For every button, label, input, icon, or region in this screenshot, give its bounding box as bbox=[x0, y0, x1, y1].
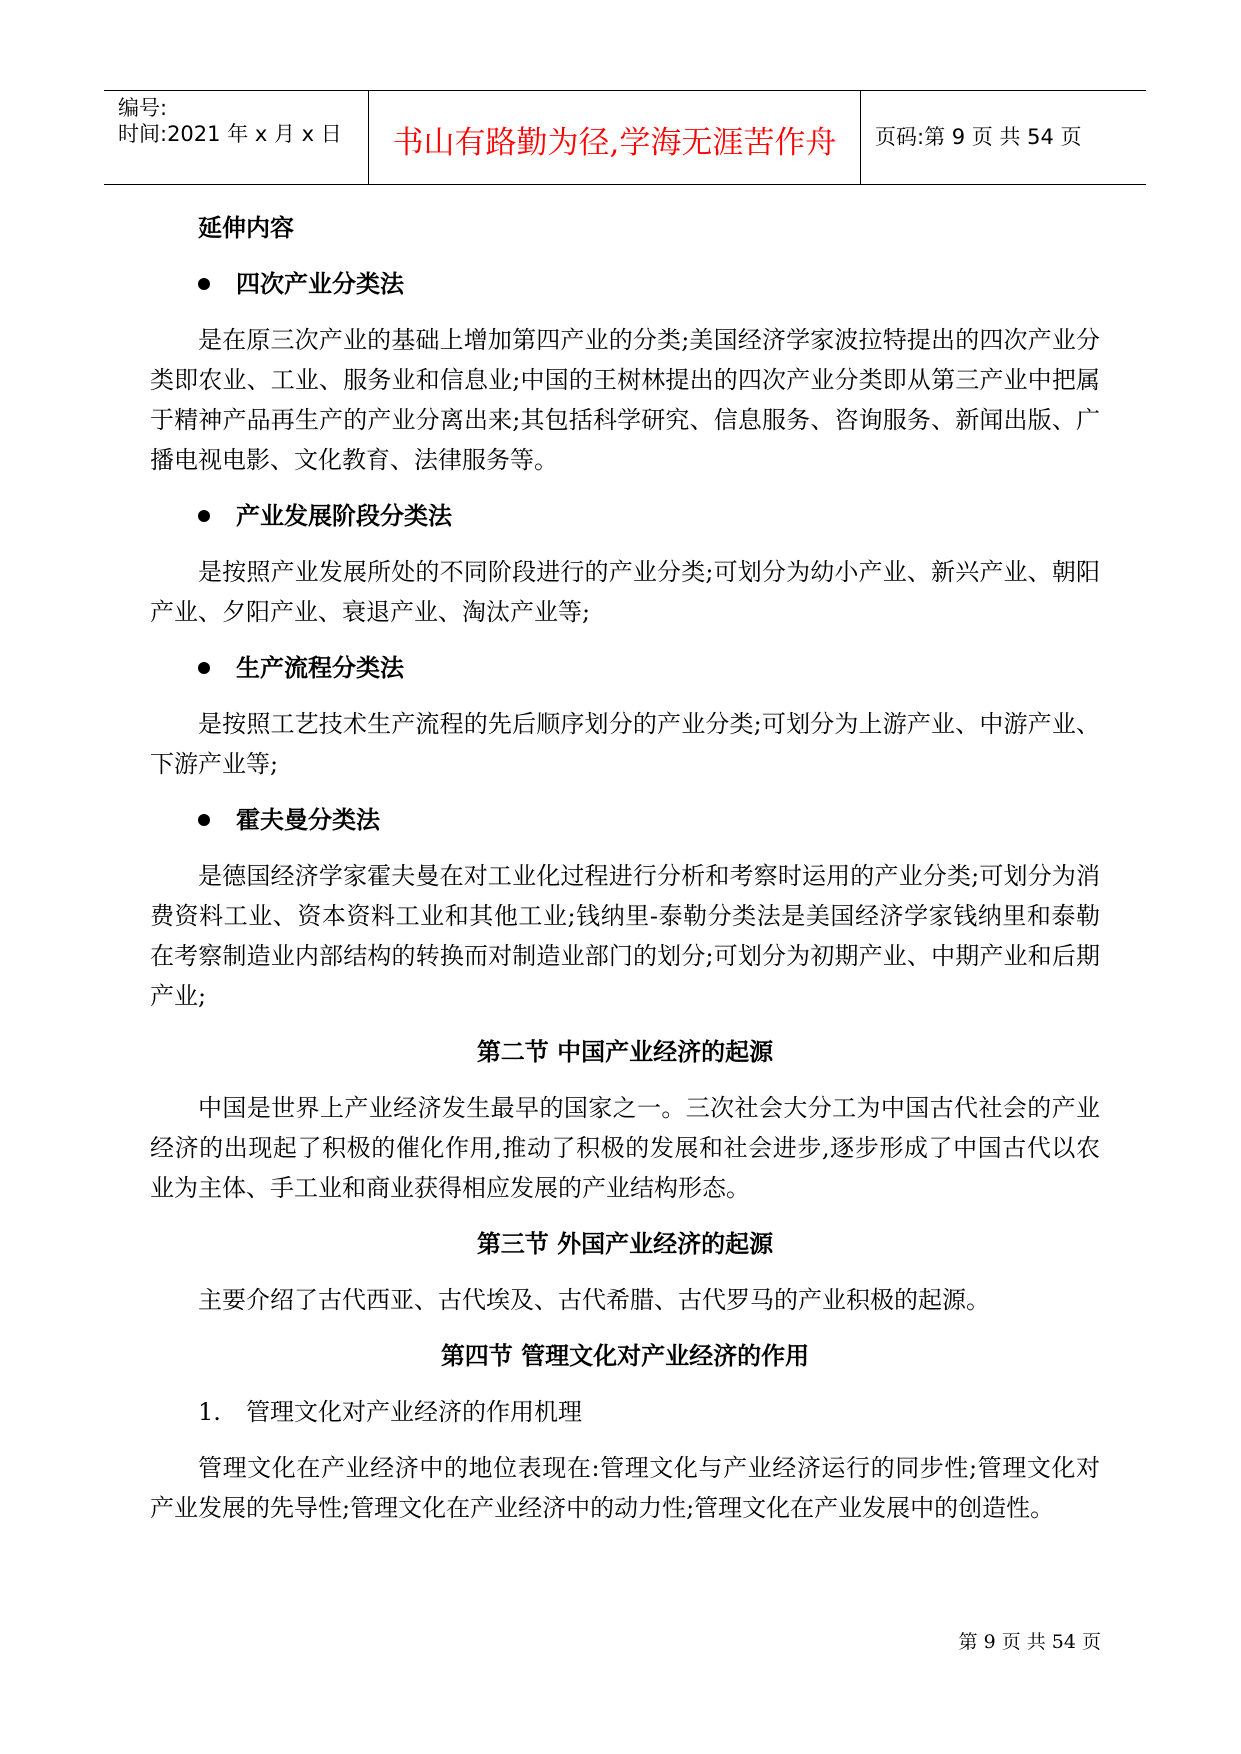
page-footer: 第 9 页 共 54 页 bbox=[958, 1631, 1101, 1653]
document-number-label: 编号: bbox=[118, 96, 168, 120]
bullet-heading-text: 生产流程分类法 bbox=[236, 653, 404, 682]
page-header bbox=[104, 90, 1146, 185]
section-title: 第三节 外国产业经济的起源 bbox=[476, 1229, 774, 1258]
bullet-heading bbox=[150, 496, 1100, 536]
paragraph: 是按照工艺技术生产流程的先后顺序划分的产业分类;可划分为上游产业、中游产业、下游产业等; bbox=[150, 710, 1100, 778]
bullet-dot-icon bbox=[198, 814, 210, 826]
bullet-heading bbox=[150, 648, 1100, 688]
bullet-heading bbox=[150, 800, 1100, 840]
header-motto: 书山有路勤为径,学海无涯苦作舟 bbox=[392, 125, 837, 161]
bullet-dot-icon bbox=[198, 662, 210, 674]
section-title: 第四节 管理文化对产业经济的作用 bbox=[440, 1341, 810, 1370]
header-left-cell bbox=[104, 91, 369, 184]
paragraph: 是德国经济学家霍夫曼在对工业化过程进行分析和考察时运用的产业分类;可划分为消费资料工业、资本资料工业和其他工业;钱纳里-泰勒分类法是美国经济学家钱纳里和泰勒在考察制造业内部结构的转换而对制造业部门的划分;可划分为初期产业、中期产业和后期产业; bbox=[150, 862, 1100, 1010]
paragraph: 是按照产业发展所处的不同阶段进行的产业分类;可划分为幼小产业、新兴产业、朝阳产业、夕阳产业、衰退产业、淘汰产业等; bbox=[150, 558, 1100, 626]
extension-title: 延伸内容 bbox=[198, 213, 294, 242]
numbered-item-text: 管理文化对产业经济的作用机理 bbox=[246, 1398, 582, 1426]
header-motto-cell bbox=[369, 91, 861, 184]
document-body bbox=[150, 208, 1100, 1528]
bullet-dot-icon bbox=[198, 510, 210, 522]
bullet-heading-text: 霍夫曼分类法 bbox=[236, 805, 380, 834]
header-page-number: 页码:第 9 页 共 54 页 bbox=[875, 125, 1082, 149]
bullet-heading-text: 产业发展阶段分类法 bbox=[236, 501, 452, 530]
paragraph: 是在原三次产业的基础上增加第四产业的分类;美国经济学家波拉特提出的四次产业分类即农业、工业、服务业和信息业;中国的王树林提出的四次产业分类即从第三产业中把属于精神产品再生产的产业分离出来;其包括科学研究、信息服务、咨询服务、新闻出版、广播电视电影、文化教育、法律服务等。 bbox=[150, 326, 1100, 474]
paragraph: 主要介绍了古代西亚、古代埃及、古代希腊、古代罗马的产业积极的起源。 bbox=[198, 1286, 990, 1314]
header-page-cell bbox=[861, 91, 1146, 184]
numbered-item-index: 1. bbox=[198, 1398, 221, 1426]
paragraph: 管理文化在产业经济中的地位表现在:管理文化与产业经济运行的同步性;管理文化对产业发展的先导性;管理文化在产业经济中的动力性;管理文化在产业发展中的创造性。 bbox=[150, 1454, 1100, 1522]
numbered-item bbox=[150, 1392, 1100, 1432]
bullet-dot-icon bbox=[198, 278, 210, 290]
bullet-heading-text: 四次产业分类法 bbox=[236, 269, 404, 298]
document-time-label: 时间:2021 年 x 月 x 日 bbox=[118, 122, 342, 146]
section-title: 第二节 中国产业经济的起源 bbox=[476, 1037, 774, 1066]
bullet-heading bbox=[150, 264, 1100, 304]
paragraph: 中国是世界上产业经济发生最早的国家之一。三次社会大分工为中国古代社会的产业经济的出现起了积极的催化作用,推动了积极的发展和社会进步,逐步形成了中国古代以农业为主体、手工业和商业获得相应发展的产业结构形态。 bbox=[150, 1094, 1100, 1202]
